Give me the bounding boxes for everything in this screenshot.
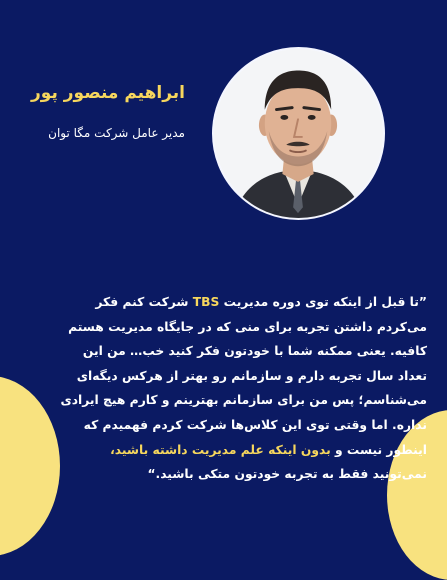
quote-line-5: می‌شناسم؛ پس من برای سازمانم بهترینم و کارم هیچ ایرادی bbox=[60, 393, 427, 408]
quote-line-4: تعداد سال تجربه دارم و سازمانم رو بهتر از هرکس دیگه‌ای bbox=[76, 368, 427, 383]
quote-line-3: کافیه. یعنی ممکنه شما با خودتون فکر کنید خب… من این bbox=[82, 344, 427, 359]
highlight-management-knowledge: بدون اینکه علم مدیریت داشته باشید، bbox=[110, 442, 331, 457]
tbs-highlight: TBS bbox=[192, 295, 220, 309]
testimonial-quote bbox=[20, 290, 427, 487]
quote-line-1: ”تا قبل از اینکه توی دوره مدیریت TBS شرکت کنم فکر bbox=[95, 295, 427, 309]
person-portrait-icon bbox=[214, 49, 383, 218]
quote-line-6: نداره. اما وقتی توی این کلاس‌ها شرکت کردم فهمیدم که bbox=[83, 417, 427, 432]
quote-line-2: می‌کردم داشتن تجربه برای منی که در جایگاه مدیریت هستم bbox=[68, 319, 427, 334]
person-title: مدیر عامل شرکت مگا توان bbox=[48, 126, 185, 140]
avatar bbox=[212, 47, 385, 220]
quote-line-8: نمی‌تونید فقط به تجربه خودتون متکی باشید.“ bbox=[147, 467, 427, 482]
person-name: ابراهیم منصور پور bbox=[31, 83, 185, 103]
quote-line-7: اینطور نیست و بدون اینکه علم مدیریت داشته باشید، bbox=[110, 442, 427, 457]
